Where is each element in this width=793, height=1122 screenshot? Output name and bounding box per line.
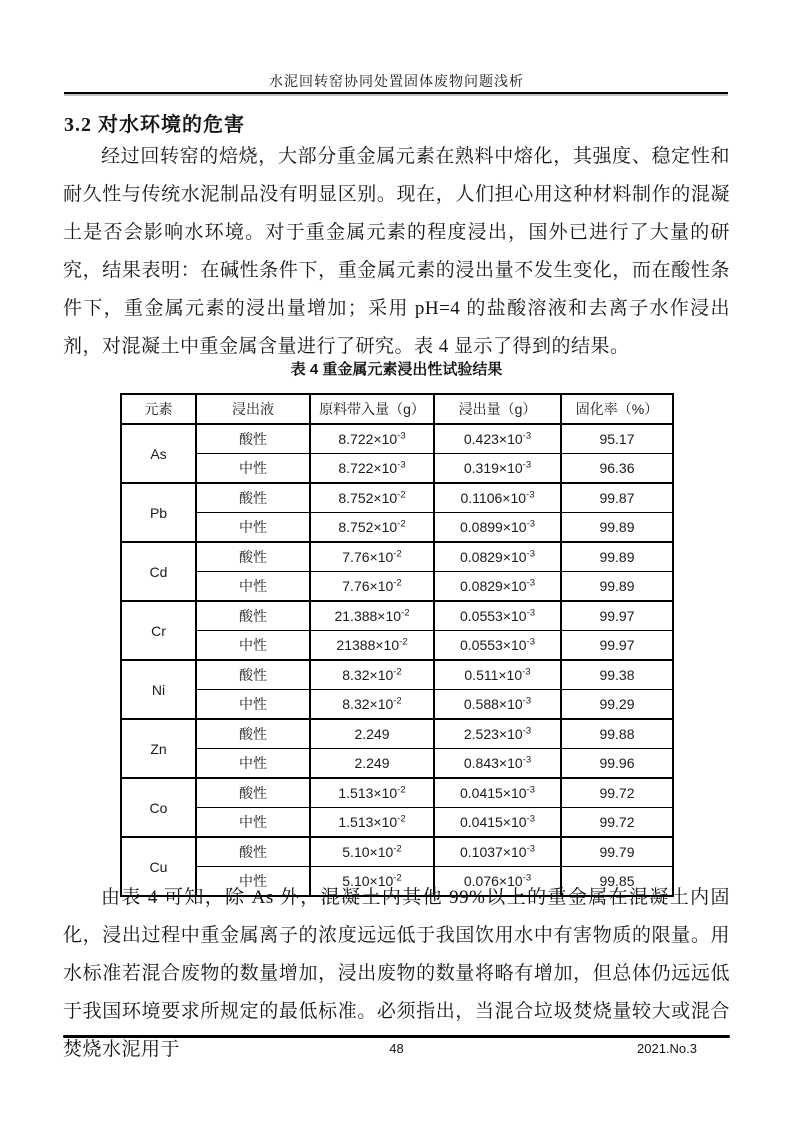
element-cell: Cu [121,837,196,896]
input-amount-cell: $7.76\times 10^{-2}$ [310,572,434,602]
table-row [121,572,673,602]
leach-amount-cell: $0.0415\times 10^{-3}$ [434,808,561,838]
solidification-rate-cell: 99.89 [561,572,673,602]
liquid-cell: 中性 [196,572,310,602]
leach-amount-cell: $0.0553\times 10^{-3}$ [434,601,561,631]
leach-amount-cell: $0.588\times 10^{-3}$ [434,690,561,720]
solidification-rate-cell: 95.17 [561,424,673,454]
input-amount-cell: $8.32\times 10^{-2}$ [310,690,434,720]
element-cell: As [121,424,196,483]
table-header-row [121,394,673,424]
leach-amount-cell: $0.1106\times 10^{-3}$ [434,483,561,513]
table-row [121,719,673,749]
input-amount-cell: $8.32\times 10^{-2}$ [310,660,434,690]
liquid-cell: 酸性 [196,719,310,749]
running-head-title: 水泥回转窑协同处置固体废物问题浅析 [269,75,524,90]
header-rule [64,92,728,94]
input-amount-cell: $21.388\times 10^{-2}$ [310,601,434,631]
liquid-cell: 酸性 [196,660,310,690]
solidification-rate-cell: 99.88 [561,719,673,749]
input-amount-cell: $1.513\times 10^{-2}$ [310,778,434,808]
liquid-cell: 酸性 [196,542,310,572]
element-cell: Cd [121,542,196,601]
liquid-cell: 酸性 [196,837,310,867]
leach-amount-cell: $0.0829\times 10^{-3}$ [434,542,561,572]
page-number: 48 [389,1041,404,1056]
input-amount-cell: $8.752\times 10^{-2}$ [310,513,434,543]
input-amount-cell: $5.10\times 10^{-2}$ [310,837,434,867]
input-amount-cell: $1.513\times 10^{-2}$ [310,808,434,838]
table-row [121,542,673,572]
leach-amount-cell: $0.0415\times 10^{-3}$ [434,778,561,808]
solidification-rate-cell: 99.29 [561,690,673,720]
solidification-rate-cell: 99.96 [561,749,673,779]
input-amount-cell: $7.76\times 10^{-2}$ [310,542,434,572]
leach-amount-cell: $0.0899\times 10^{-3}$ [434,513,561,543]
table-row [121,483,673,513]
input-amount-cell: $8.752\times 10^{-2}$ [310,483,434,513]
element-cell: Co [121,778,196,837]
solidification-rate-cell: 99.89 [561,513,673,543]
liquid-cell: 中性 [196,808,310,838]
table-row [121,631,673,661]
table-row [121,837,673,867]
element-cell: Pb [121,483,196,542]
element-cell: Ni [121,660,196,719]
issue-number: 2021.No.3 [637,1041,697,1056]
solidification-rate-cell: 99.85 [561,867,673,897]
leach-amount-cell: $0.076\times 10^{-3}$ [434,867,561,897]
liquid-cell: 中性 [196,749,310,779]
liquid-cell: 中性 [196,631,310,661]
solidification-rate-cell: 99.89 [561,542,673,572]
input-amount-cell: 2.249 [310,749,434,779]
leaching-results-table [120,393,674,897]
solidification-rate-cell: 99.72 [561,808,673,838]
liquid-cell: 中性 [196,867,310,897]
element-cell: Zn [121,719,196,778]
column-header-solidification-rate: 固化率（%） [561,394,673,424]
input-amount-cell: $8.722\times 10^{-3}$ [310,454,434,484]
leach-amount-cell: $0.423\times 10^{-3}$ [434,424,561,454]
section-heading: 3.2 对水环境的危害 [64,114,245,136]
solidification-rate-cell: 96.36 [561,454,673,484]
table-row [121,454,673,484]
leach-amount-cell: $0.1037\times 10^{-3}$ [434,837,561,867]
table-row [121,690,673,720]
column-header-input-amount: 原料带入量（g） [310,394,434,424]
table-row [121,749,673,779]
input-amount-cell: $8.722\times 10^{-3}$ [310,424,434,454]
table-row [121,778,673,808]
table-row [121,424,673,454]
liquid-cell: 酸性 [196,483,310,513]
table-row [121,601,673,631]
leach-amount-cell: $0.0553\times 10^{-3}$ [434,631,561,661]
solidification-rate-cell: 99.97 [561,601,673,631]
leach-amount-cell: $0.511\times 10^{-3}$ [434,660,561,690]
liquid-cell: 酸性 [196,778,310,808]
solidification-rate-cell: 99.87 [561,483,673,513]
leach-amount-cell: $2.523\times 10^{-3}$ [434,719,561,749]
column-header-element: 元素 [121,394,196,424]
table-caption: 表 4 重金属元素浸出性试验结果 [290,361,503,378]
input-amount-cell: $21388\times 10^{-2}$ [310,631,434,661]
table-row [121,808,673,838]
body-paragraph-2: 由表 4 可知，除 As 外，混凝土内其他 99%以上的重金属在混凝土内固化，浸出过程中重金属离子的浓度远远低于我国饮用水中有害物质的限量。用水标准若混合废物的数量增加，浸出废物的数量将略有增加，但总体仍远远低于我国环境要求所规定的最低标准。必须指出，当混合垃圾焚烧量较大或混合焚烧水泥用于 [63,887,730,1060]
table-row [121,660,673,690]
column-header-leach-amount: 浸出量（g） [434,394,561,424]
column-header-liquid: 浸出液 [196,394,310,424]
liquid-cell: 中性 [196,690,310,720]
element-cell: Cr [121,601,196,660]
leach-amount-cell: $0.843\times 10^{-3}$ [434,749,561,779]
liquid-cell: 酸性 [196,424,310,454]
input-amount-cell: 2.249 [310,719,434,749]
solidification-rate-cell: 99.72 [561,778,673,808]
body-paragraph-1: 经过回转窑的焙烧，大部分重金属元素在熟料中熔化，其强度、稳定性和耐久性与传统水泥制品没有明显区别。现在，人们担心用这种材料制作的混凝土是否会影响水环境。对于重金属元素的程度浸出，国外已进行了大量的研究，结果表明：在碱性条件下，重金属元素的浸出量不发生变化，而在酸性条件下，重金属元素的浸出量增加；采用 pH=4 的盐酸溶液和去离子水作浸出剂，对混凝土中重金属含量进行了研究。表 4 显示了得到的结果。 [63,146,730,357]
liquid-cell: 中性 [196,454,310,484]
liquid-cell: 酸性 [196,601,310,631]
solidification-rate-cell: 99.38 [561,660,673,690]
leach-amount-cell: $0.319\times 10^{-3}$ [434,454,561,484]
input-amount-cell: $5.10\times 10^{-2}$ [310,867,434,897]
solidification-rate-cell: 99.97 [561,631,673,661]
solidification-rate-cell: 99.79 [561,837,673,867]
table-row [121,513,673,543]
footer-rule [63,1035,730,1038]
leach-amount-cell: $0.0829\times 10^{-3}$ [434,572,561,602]
liquid-cell: 中性 [196,513,310,543]
